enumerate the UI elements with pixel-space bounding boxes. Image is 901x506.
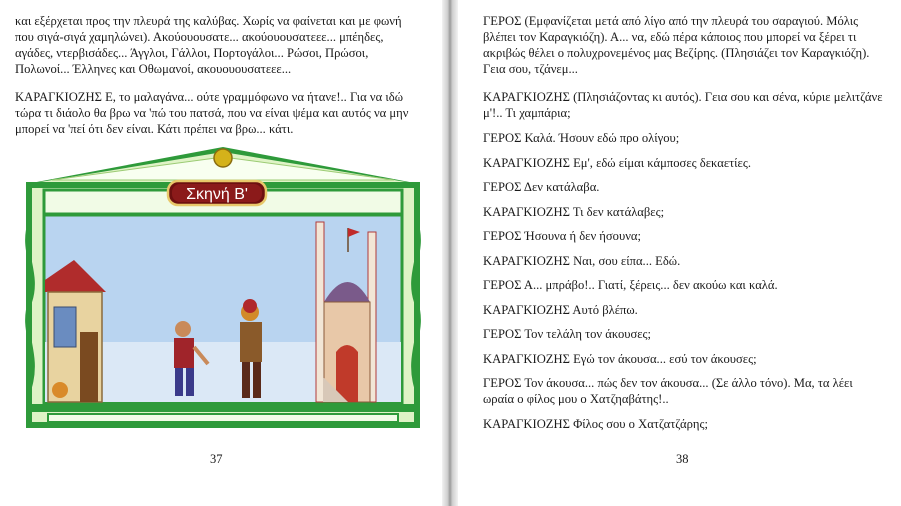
dialogue-line: ΓΕΡΟΣ Ήσουνα ή δεν ήσουνα; xyxy=(483,229,641,243)
left-paragraph-2: ΚΑΡΑΓΚΙΟΖΗΣ Ε, το μαλαγάνα... ούτε γραμμόφωνο να ήτανε!.. Για να ιδώ τώρα τι διάολο θα βρω να 'πώ του πατσά, που να είναι ψέμα και αυτός να μην μπορεί να 'πεί ότι δεν είναι. Κάτι πρέπει να βρω... κάτι. xyxy=(15,90,409,136)
left-page xyxy=(0,0,442,506)
dialogue-line: ΓΕΡΟΣ Α... μπράβο!.. Γιατί, ξέρεις... δεν ακούω και καλά. xyxy=(483,278,778,292)
dialogue-line: ΚΑΡΑΓΚΙΟΖΗΣ Εγώ τον άκουσα... εσύ τον άκουσες; xyxy=(483,352,757,366)
scene-sign xyxy=(168,181,266,205)
dialogue-line: ΚΑΡΑΓΚΙΟΖΗΣ Τι δεν κατάλαβες; xyxy=(483,205,665,219)
dialogue-line: ΓΕΡΟΣ (Εμφανίζεται μετά από λίγο από την πλευρά του σαραγιού. Μόλις βλέπει τον Καραγκιόζη). Α... να, εδώ πέρα κάποιος που μπορεί να ξέρει τι ακριβώς θέλει ο πολυχρονεμένος μας Βεζίρης. (Πλησιάζει τον Καραγκιόζη). Γεια σου, τζάνεμ... xyxy=(483,14,870,76)
dialogue-line: ΚΑΡΑΓΚΙΟΖΗΣ (Πλησιάζοντας κι αυτός). Γεια σου και σένα, κύριε μελιτζάνε μ'!.. Τι χαμπάρια; xyxy=(483,90,883,120)
dialogue-line: ΚΑΡΑΓΚΙΟΖΗΣ Εμ', εδώ είμαι κάμποσες δεκαετίες. xyxy=(483,156,751,170)
dialogue-line: ΓΕΡΟΣ Δεν κατάλαβα. xyxy=(483,180,600,194)
dialogue-line: ΓΕΡΟΣ Τον άκουσα... πώς δεν τον άκουσα... (Σε άλλο τόνο). Μα, τα λέει ωραία ο φίλος μου ο Χατζηαβάτης!.. xyxy=(483,376,853,406)
dialogue-line: ΓΕΡΟΣ Τον τελάλη τον άκουσες; xyxy=(483,327,652,341)
book-gutter xyxy=(442,0,458,506)
shadow-theatre-illustration xyxy=(18,142,428,432)
dialogue-line: ΚΑΡΑΓΚΙΟΖΗΣ Φίλος σου ο Χατζατζάρης; xyxy=(483,417,709,431)
dialogue-line: ΚΑΡΑΓΚΙΟΖΗΣ Αυτό βλέπω. xyxy=(483,303,638,317)
pediment-emblem xyxy=(214,149,232,167)
dialogue-line: ΚΑΡΑΓΚΙΟΖΗΣ Ναι, σου είπα... Εδώ. xyxy=(483,254,681,268)
page-number-right: 38 xyxy=(676,452,689,466)
page-number-left: 37 xyxy=(210,452,223,466)
scene-title: Σκηνή Β' xyxy=(186,186,248,203)
dialogue-line: ΓΕΡΟΣ Καλά. Ήσουν εδώ προ ολίγου; xyxy=(483,131,680,145)
left-paragraph-1: και εξέρχεται προς την πλευρά της καλύβας. Χωρίς να φαίνεται και με φωνή που σιγά-σιγά χαμηλώνει). Ακούουουσατε... ακούουουσατεεε... μπέηδες, αγάδες, ντερβισάδες... Άγγλοι, Γάλλοι, Πορτογάλοι... Ρώσοι, Πρώσοι, Πολωνοί... Έλληνες και Οθωμανοί, ακουουουσατεεε... xyxy=(15,14,402,76)
